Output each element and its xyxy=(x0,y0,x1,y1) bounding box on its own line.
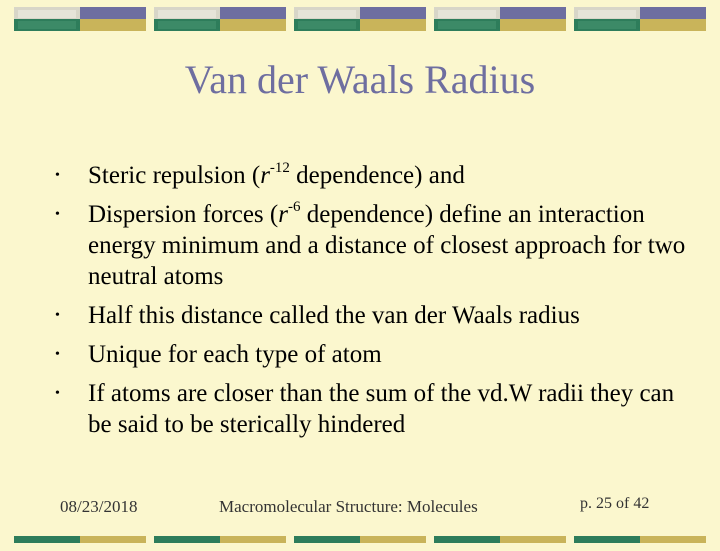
band-segment xyxy=(438,10,496,18)
bullet-exponent: -12 xyxy=(269,159,290,176)
slide-title: Van der Waals Radius xyxy=(184,57,536,102)
bullet-text: If atoms are closer than the sum of the vd.W radii they can be said to be sterically hindered xyxy=(88,380,675,438)
bottom-decorative-band xyxy=(0,533,720,543)
band-segment xyxy=(438,21,496,29)
bullet-text: Half this distance called the van der Waals radius xyxy=(88,302,580,329)
band-segment xyxy=(360,7,426,19)
bullet-icon: • xyxy=(55,347,60,362)
band-segment xyxy=(640,7,706,19)
footer-title: Macromolecular Structure: Molecules xyxy=(219,497,478,516)
band-segment xyxy=(500,7,566,19)
top-decorative-band xyxy=(0,6,720,34)
band-segment xyxy=(80,7,146,19)
bullet-item xyxy=(55,160,695,191)
band-segment xyxy=(298,21,356,29)
bullet-item xyxy=(55,199,695,292)
band-segment xyxy=(640,19,706,31)
bullet-text: Dispersion forces ( xyxy=(88,201,279,228)
bullet-list xyxy=(55,160,695,448)
bullet-icon: • xyxy=(55,168,60,183)
band-segment xyxy=(158,21,216,29)
band-segment xyxy=(18,21,76,29)
bullet-icon: • xyxy=(55,207,60,222)
band-segment xyxy=(220,19,286,31)
footer-page-number: p. 25 of 42 xyxy=(580,495,650,512)
bullet-icon: • xyxy=(55,308,60,323)
bullet-text: Unique for each type of atom xyxy=(88,341,382,368)
bullet-text: dependence) define an interaction energy minimum and a distance of closest approach for two neutral atoms xyxy=(88,201,686,290)
band-segment xyxy=(158,10,216,18)
bullet-item xyxy=(55,378,695,440)
bullet-text: dependence) and xyxy=(289,162,465,189)
band-segment xyxy=(298,10,356,18)
bullet-variable: r xyxy=(278,201,288,228)
band-segment xyxy=(18,10,76,18)
bullet-icon: • xyxy=(55,386,60,401)
bullet-item xyxy=(55,300,695,331)
footer-date: 08/23/2018 xyxy=(60,497,138,516)
bullet-variable: r xyxy=(260,162,270,189)
band-segment xyxy=(578,21,636,29)
band-segment xyxy=(220,7,286,19)
band-segment xyxy=(500,19,566,31)
band-segment xyxy=(360,19,426,31)
bullet-text: Steric repulsion ( xyxy=(88,162,261,189)
band-segment xyxy=(578,10,636,18)
bullet-exponent: -6 xyxy=(287,198,301,215)
bullet-item xyxy=(55,339,695,370)
band-segment xyxy=(80,19,146,31)
top-band-graphic xyxy=(0,6,720,34)
bottom-band-graphic xyxy=(0,536,720,546)
